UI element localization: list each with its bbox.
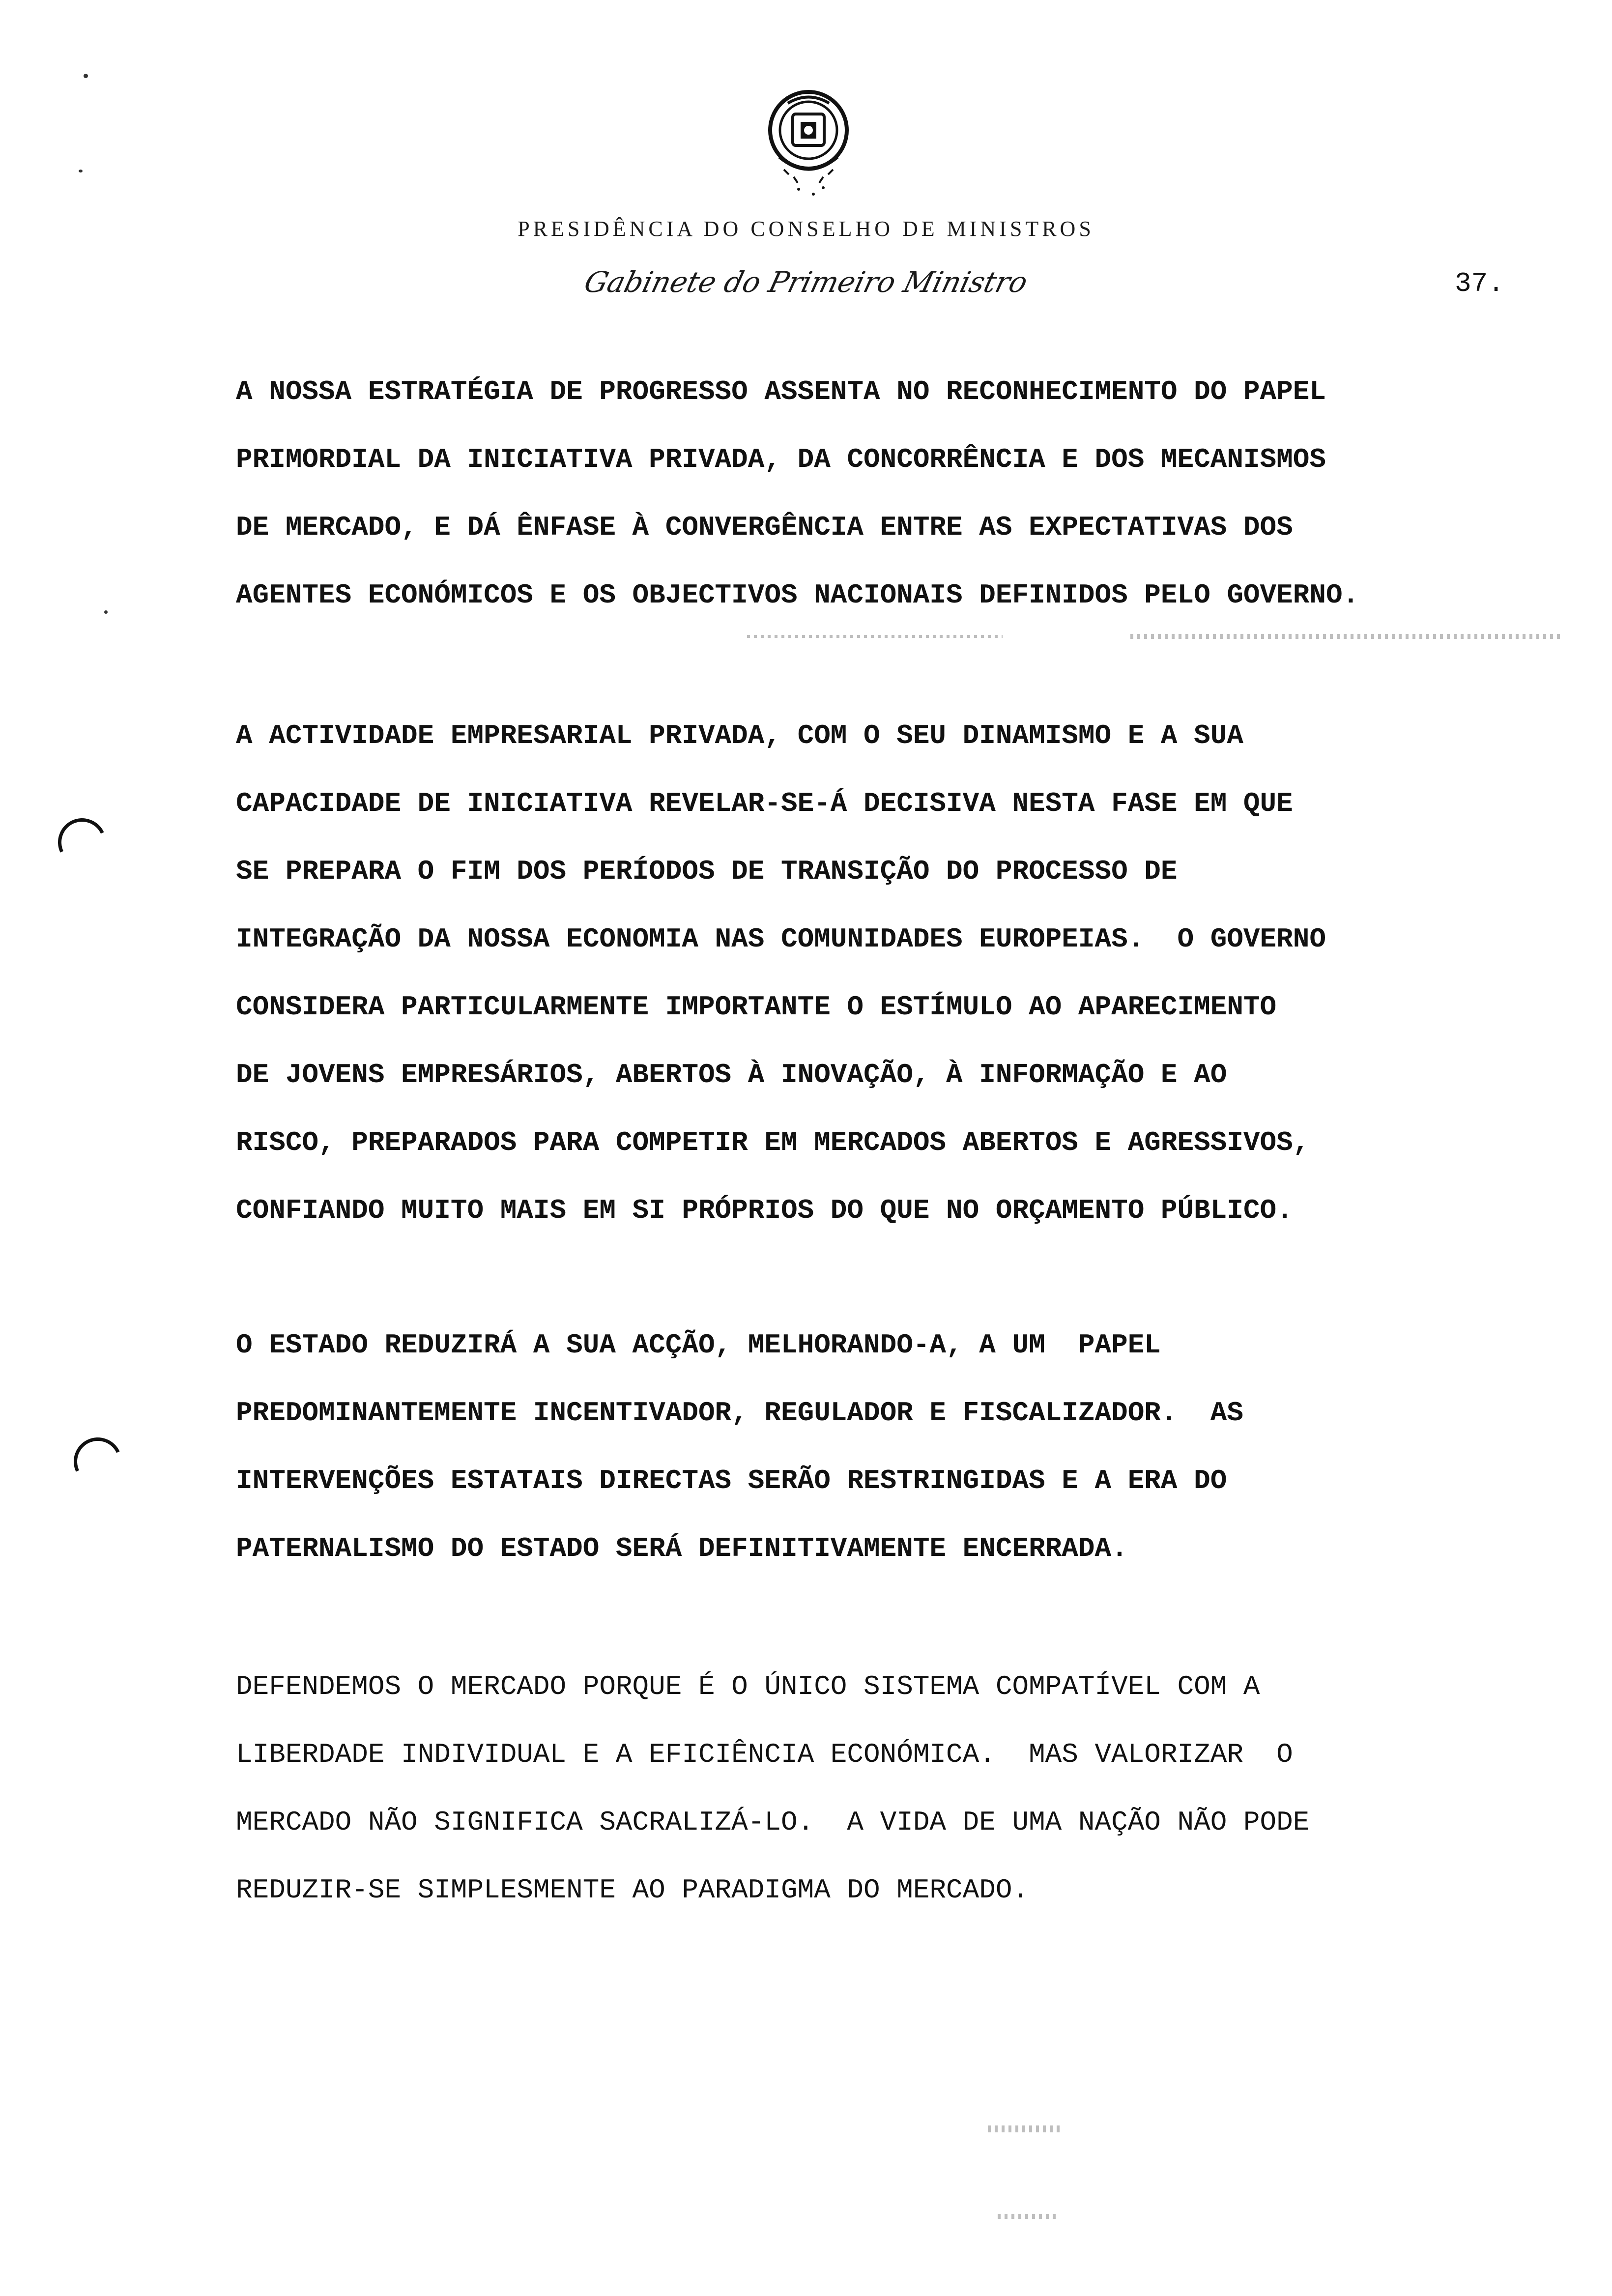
text-line: CONSIDERA PARTICULARMENTE IMPORTANTE O ESTÍMULO AO APARECIMENTO xyxy=(236,991,1277,1023)
text-line: A NOSSA ESTRATÉGIA DE PROGRESSO ASSENTA NO RECONHECIMENTO DO PAPEL xyxy=(236,376,1326,407)
text-line: LIBERDADE INDIVIDUAL E A EFICIÊNCIA ECONÓMICA. MAS VALORIZAR O xyxy=(236,1739,1293,1770)
text-line: A ACTIVIDADE EMPRESARIAL PRIVADA, COM O SEU DINAMISMO E A SUA xyxy=(236,720,1243,751)
text-line: O ESTADO REDUZIRÁ A SUA ACÇÃO, MELHORANDO-A, A UM PAPEL xyxy=(236,1329,1161,1361)
hole-punch-mark xyxy=(51,811,113,873)
text-line: INTERVENÇÕES ESTATAIS DIRECTAS SERÃO RESTRINGIDAS E A ERA DO xyxy=(236,1465,1227,1496)
cabinet-subtitle: Gabinete do Primeiro Ministro xyxy=(581,265,1031,299)
text-line: CONFIANDO MUITO MAIS EM SI PRÓPRIOS DO QUE NO ORÇAMENTO PÚBLICO. xyxy=(236,1195,1293,1226)
scan-speck xyxy=(79,170,83,172)
text-line: PRIMORDIAL DA INICIATIVA PRIVADA, DA CONCORRÊNCIA E DOS MECANISMOS xyxy=(236,444,1326,475)
text-line: PATERNALISMO DO ESTADO SERÁ DEFINITIVAMENTE ENCERRADA. xyxy=(236,1533,1128,1564)
hole-punch-mark xyxy=(67,1431,129,1492)
text-line: RISCO, PREPARADOS PARA COMPETIR EM MERCADOS ABERTOS E AGRESSIVOS, xyxy=(236,1127,1310,1158)
coat-of-arms-seal xyxy=(749,84,867,211)
text-line: MERCADO NÃO SIGNIFICA SACRALIZÁ-LO. A VIDA DE UMA NAÇÃO NÃO PODE xyxy=(236,1807,1310,1838)
text-line: SE PREPARA O FIM DOS PERÍODOS DE TRANSIÇÃO DO PROCESSO DE xyxy=(236,856,1178,887)
text-line: PREDOMINANTEMENTE INCENTIVADOR, REGULADOR E FISCALIZADOR. AS xyxy=(236,1397,1243,1429)
text-line: AGENTES ECONÓMICOS E OS OBJECTIVOS NACIONAIS DEFINIDOS PELO GOVERNO. xyxy=(236,579,1359,611)
scan-smudge xyxy=(747,635,1003,638)
scan-speck xyxy=(84,74,88,78)
scan-smudge xyxy=(998,2214,1057,2219)
institution-header: PRESIDÊNCIA DO CONSELHO DE MINISTROS xyxy=(518,217,1094,241)
scan-speck xyxy=(104,610,108,614)
text-line: DE JOVENS EMPRESÁRIOS, ABERTOS À INOVAÇÃO, À INFORMAÇÃO E AO xyxy=(236,1059,1227,1091)
text-line: INTEGRAÇÃO DA NOSSA ECONOMIA NAS COMUNIDADES EUROPEIAS. O GOVERNO xyxy=(236,923,1326,955)
text-line: DEFENDEMOS O MERCADO PORQUE É O ÚNICO SISTEMA COMPATÍVEL COM A xyxy=(236,1671,1260,1702)
scan-smudge xyxy=(988,2125,1062,2132)
page-number: 37. xyxy=(1455,268,1504,299)
text-line: REDUZIR-SE SIMPLESMENTE AO PARADIGMA DO MERCADO. xyxy=(236,1874,1029,1906)
text-line: DE MERCADO, E DÁ ÊNFASE À CONVERGÊNCIA ENTRE AS EXPECTATIVAS DOS xyxy=(236,512,1293,543)
scan-smudge xyxy=(1130,634,1563,639)
text-line: CAPACIDADE DE INICIATIVA REVELAR-SE-Á DECISIVA NESTA FASE EM QUE xyxy=(236,788,1293,819)
